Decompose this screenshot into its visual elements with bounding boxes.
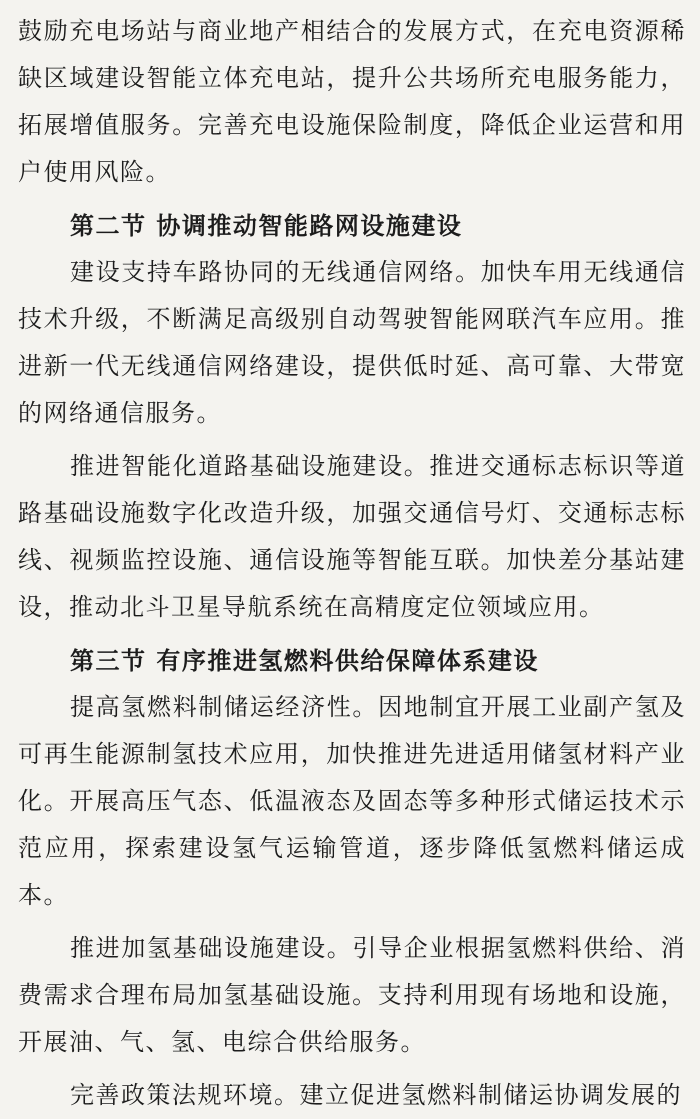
section-heading-hydrogen-supply: 第三节 有序推进氢燃料供给保障体系建设 — [70, 646, 539, 675]
paragraph-charging-stations: 鼓励充电场站与商业地产相结合的发展方式，在充电资源稀缺区域建设智能立体充电站，提升公共场所充电服务能力，拓展增值服务。完善充电设施保险制度，降低企业运营和用户使用风险。 — [18, 17, 686, 186]
paragraph-policy-environment: 完善政策法规环境。建立促进氢燃料制储运协调发展的 — [70, 1081, 682, 1109]
paragraph-wireless-network: 建设支持车路协同的无线通信网络。加快车用无线通信技术升级，不断满足高级别自动驾驶智能网联汽车应用。推进新一代无线通信网络建设，提供低时延、高可靠、大带宽的网络通信服务。 — [18, 258, 686, 427]
section-heading-smart-road-network: 第二节 协调推动智能路网设施建设 — [70, 211, 463, 240]
paragraph-road-infrastructure: 推进智能化道路基础设施建设。推进交通标志标识等道路基础设施数字化改造升级，加强交通信号灯、交通标志标线、视频监控设施、通信设施等智能互联。加快差分基站建设，推动北斗卫星导航系统在高精度定位领域应用。 — [18, 452, 686, 621]
paragraph-hydrogen-stations: 推进加氢基础设施建设。引导企业根据氢燃料供给、消费需求合理布局加氢基础设施。支持利用现有场地和设施，开展油、气、氢、电综合供给服务。 — [18, 934, 686, 1056]
paragraph-hydrogen-economics: 提高氢燃料制储运经济性。因地制宜开展工业副产氢及可再生能源制氢技术应用，加快推进先进适用储氢材料产业化。开展高压气态、低温液态及固态等多种形式储运技术示范应用，探索建设氢气运输管道，逐步降低氢燃料储运成本。 — [18, 693, 686, 909]
